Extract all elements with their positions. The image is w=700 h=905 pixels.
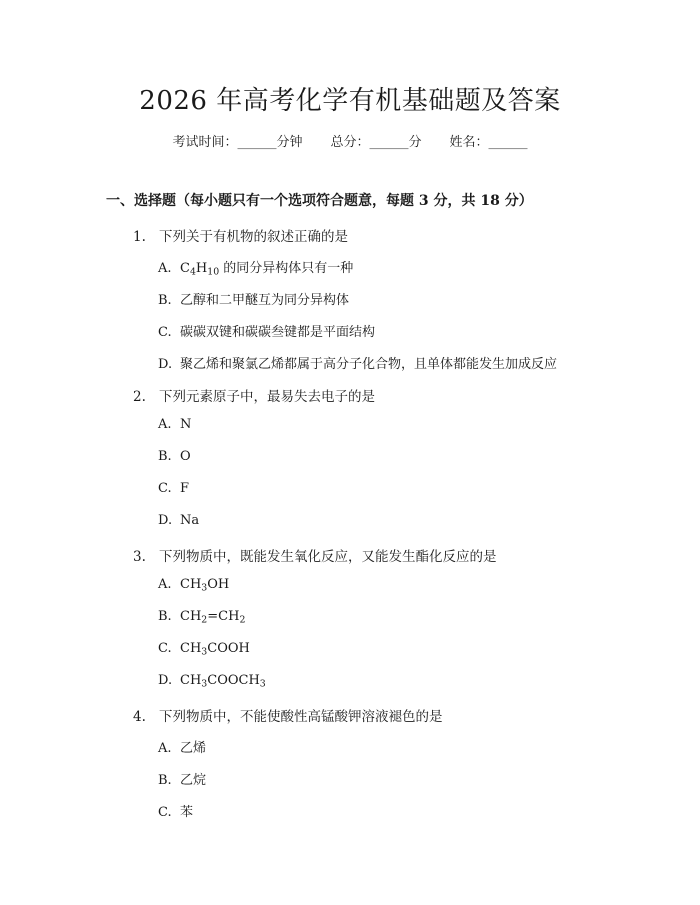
option-3a <box>158 577 229 592</box>
option-text: F <box>180 481 190 496</box>
option-1d <box>158 353 557 372</box>
option-letter: A. <box>158 261 172 276</box>
option-text: $CH_3COOCH_3$ <box>180 673 266 690</box>
option-letter: B. <box>158 609 172 624</box>
option-letter: B. <box>158 293 172 308</box>
option-text: 乙烯 <box>180 741 207 756</box>
option-letter: A. <box>158 741 172 756</box>
name-field: 姓名：______ <box>449 135 528 150</box>
exam-time-field: 考试时间：______分钟 <box>172 135 303 150</box>
question-4 <box>133 705 443 725</box>
option-4c <box>158 801 193 820</box>
question-3 <box>133 545 497 565</box>
option-1c <box>158 321 375 340</box>
option-4b <box>158 769 206 788</box>
option-text: $CH_2=CH_2$ <box>180 609 246 626</box>
option-letter: D. <box>158 673 173 688</box>
option-4a <box>158 737 206 756</box>
question-text: 下列元素原子中，最易失去电子的是 <box>159 389 375 405</box>
option-letter: A. <box>158 417 172 432</box>
option-2d <box>158 513 199 528</box>
question-number: 1. <box>133 229 146 245</box>
total-score-field: 总分：______分 <box>330 135 422 150</box>
option-letter: C. <box>158 805 172 820</box>
question-number: 2. <box>133 389 146 405</box>
option-1a <box>158 257 353 276</box>
option-text: O <box>180 449 191 464</box>
option-letter: B. <box>158 449 172 464</box>
option-3d <box>158 673 266 688</box>
option-letter: B. <box>158 773 172 788</box>
option-text: 乙醇和二甲醚互为同分异构体 <box>180 293 350 308</box>
section-heading: 一、选择题（每小题只有一个选项符合题意，每题 3 分，共 18 分） <box>106 193 533 209</box>
page-title: 2026 年高考化学有机基础题及答案 <box>139 86 561 116</box>
option-letter: D. <box>158 513 173 528</box>
option-text: $CH_3COOH$ <box>180 641 250 658</box>
question-2 <box>133 385 375 405</box>
option-1b <box>158 289 349 308</box>
option-text: $CH_3OH$ <box>180 577 230 594</box>
option-text: Na <box>180 513 200 528</box>
option-letter: A. <box>158 577 172 592</box>
option-3c <box>158 641 250 656</box>
option-2b <box>158 449 191 464</box>
option-text: 乙烷 <box>180 773 207 788</box>
option-text: 碳碳双键和碳碳叁键都是平面结构 <box>180 325 376 340</box>
exam-info-row <box>0 131 700 150</box>
question-number: 3. <box>133 549 146 565</box>
option-letter: C. <box>158 325 172 340</box>
option-letter: C. <box>158 641 172 656</box>
option-2a <box>158 417 191 432</box>
question-text: 下列物质中，不能使酸性高锰酸钾溶液褪色的是 <box>159 709 443 725</box>
option-letter: D. <box>158 357 173 372</box>
option-text: $C_4H_{10}$ 的同分异构体只有一种 <box>180 261 354 278</box>
option-3b <box>158 609 245 624</box>
question-number: 4. <box>133 709 146 725</box>
option-2c <box>158 481 189 496</box>
option-text: N <box>180 417 192 432</box>
option-letter: C. <box>158 481 172 496</box>
question-1 <box>133 225 348 245</box>
option-text: 苯 <box>180 805 194 820</box>
option-text: 聚乙烯和聚氯乙烯都属于高分子化合物，且单体都能发生加成反应 <box>180 357 558 372</box>
question-text: 下列关于有机物的叙述正确的是 <box>159 229 348 245</box>
question-text: 下列物质中，既能发生氧化反应，又能发生酯化反应的是 <box>159 549 497 565</box>
